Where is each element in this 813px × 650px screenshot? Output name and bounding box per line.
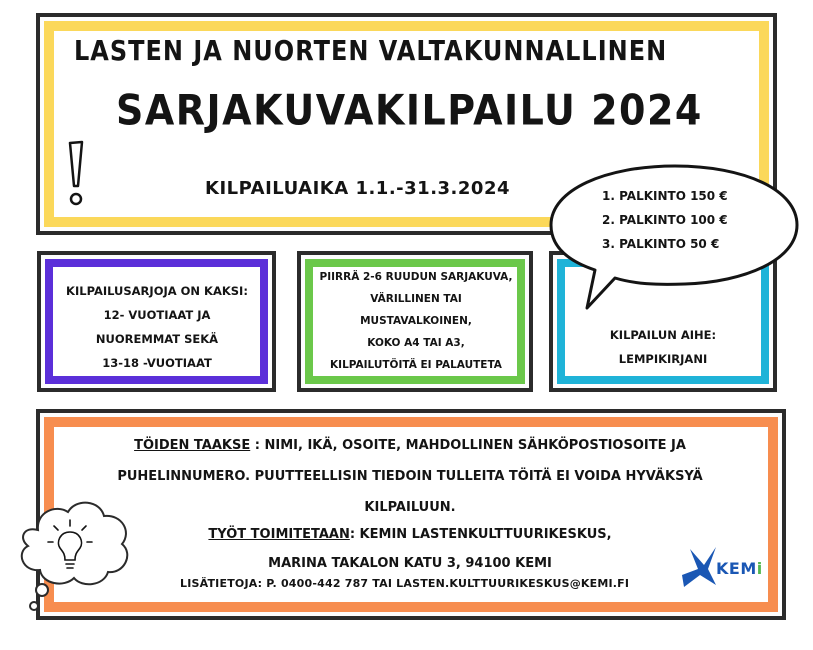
prize-item: 3. PALKINTO 50 € (602, 237, 720, 251)
series-line: NUOREMMAT SEKÄ (95, 332, 219, 346)
details-line (60, 430, 760, 461)
details-line (60, 519, 760, 550)
instructions-line: VÄRILLINEN TAI (370, 293, 462, 305)
series-line: 13-18 -VUOTIAAT (102, 356, 212, 370)
logo-text-accent: i (756, 559, 763, 578)
theme-line: KILPAILUN AIHE: (609, 328, 717, 342)
page-title: SARJAKUVAKILPAILU 2024 (116, 85, 703, 135)
contact-info: LISÄTIETOJA: P. 0400-442 787 TAI LASTEN.KULTTUURIKESKUS@KEMI.FI (180, 577, 630, 590)
details-line: KILPAILUUN. (364, 500, 456, 515)
theme-line: LEMPIKIRJANI (618, 352, 708, 366)
prize-item: 2. PALKINTO 100 € (602, 213, 728, 227)
instructions-line: MUSTAVALKOINEN, (360, 315, 472, 327)
competition-period: KILPAILUAIKA 1.1.-31.3.2024 (205, 178, 510, 199)
theme-text (557, 323, 769, 371)
instructions-line: KILPAILUTÖITÄ EI PALAUTETA (330, 359, 502, 371)
details-line: PUHELINNUMERO. PUUTTEELLISIN TIEDOIN TULLEITA TÖITÄ EI VOIDA HYVÄKSYÄ (117, 469, 703, 484)
series-text (45, 279, 269, 375)
back-text: : NIMI, IKÄ, OSOITE, MAHDOLLINEN SÄHKÖPOSTIOSOITE JA (250, 438, 686, 453)
series-line: KILPAILUSARJOJA ON KAKSI: (66, 284, 248, 298)
prize-item: 1. PALKINTO 150 € (602, 189, 728, 203)
exclamation-icon (66, 140, 88, 210)
title-line-1: LASTEN JA NUORTEN VALTAKUNNALLINEN (74, 34, 668, 68)
instructions-line: PIIRRÄ 2-6 RUUDUN SARJAKUVA, (319, 271, 513, 283)
kemi-logo-text (716, 559, 763, 578)
back-label: TÖIDEN TAAKSE (134, 438, 251, 453)
delivery-label: TYÖT TOIMITETAAN (208, 527, 350, 542)
prize-list (602, 184, 728, 256)
instructions-text (305, 266, 527, 376)
delivery-text: : KEMIN LASTENKULTTUURIKESKUS, (349, 527, 612, 542)
series-line: 12- VUOTIAAT JA (103, 308, 211, 322)
logo-text-main: KEM (716, 559, 757, 578)
thought-cloud-icon (8, 490, 138, 630)
instructions-line: KOKO A4 TAI A3, (367, 337, 465, 349)
address: MARINA TAKALON KATU 3, 94100 KEMI (268, 556, 552, 571)
